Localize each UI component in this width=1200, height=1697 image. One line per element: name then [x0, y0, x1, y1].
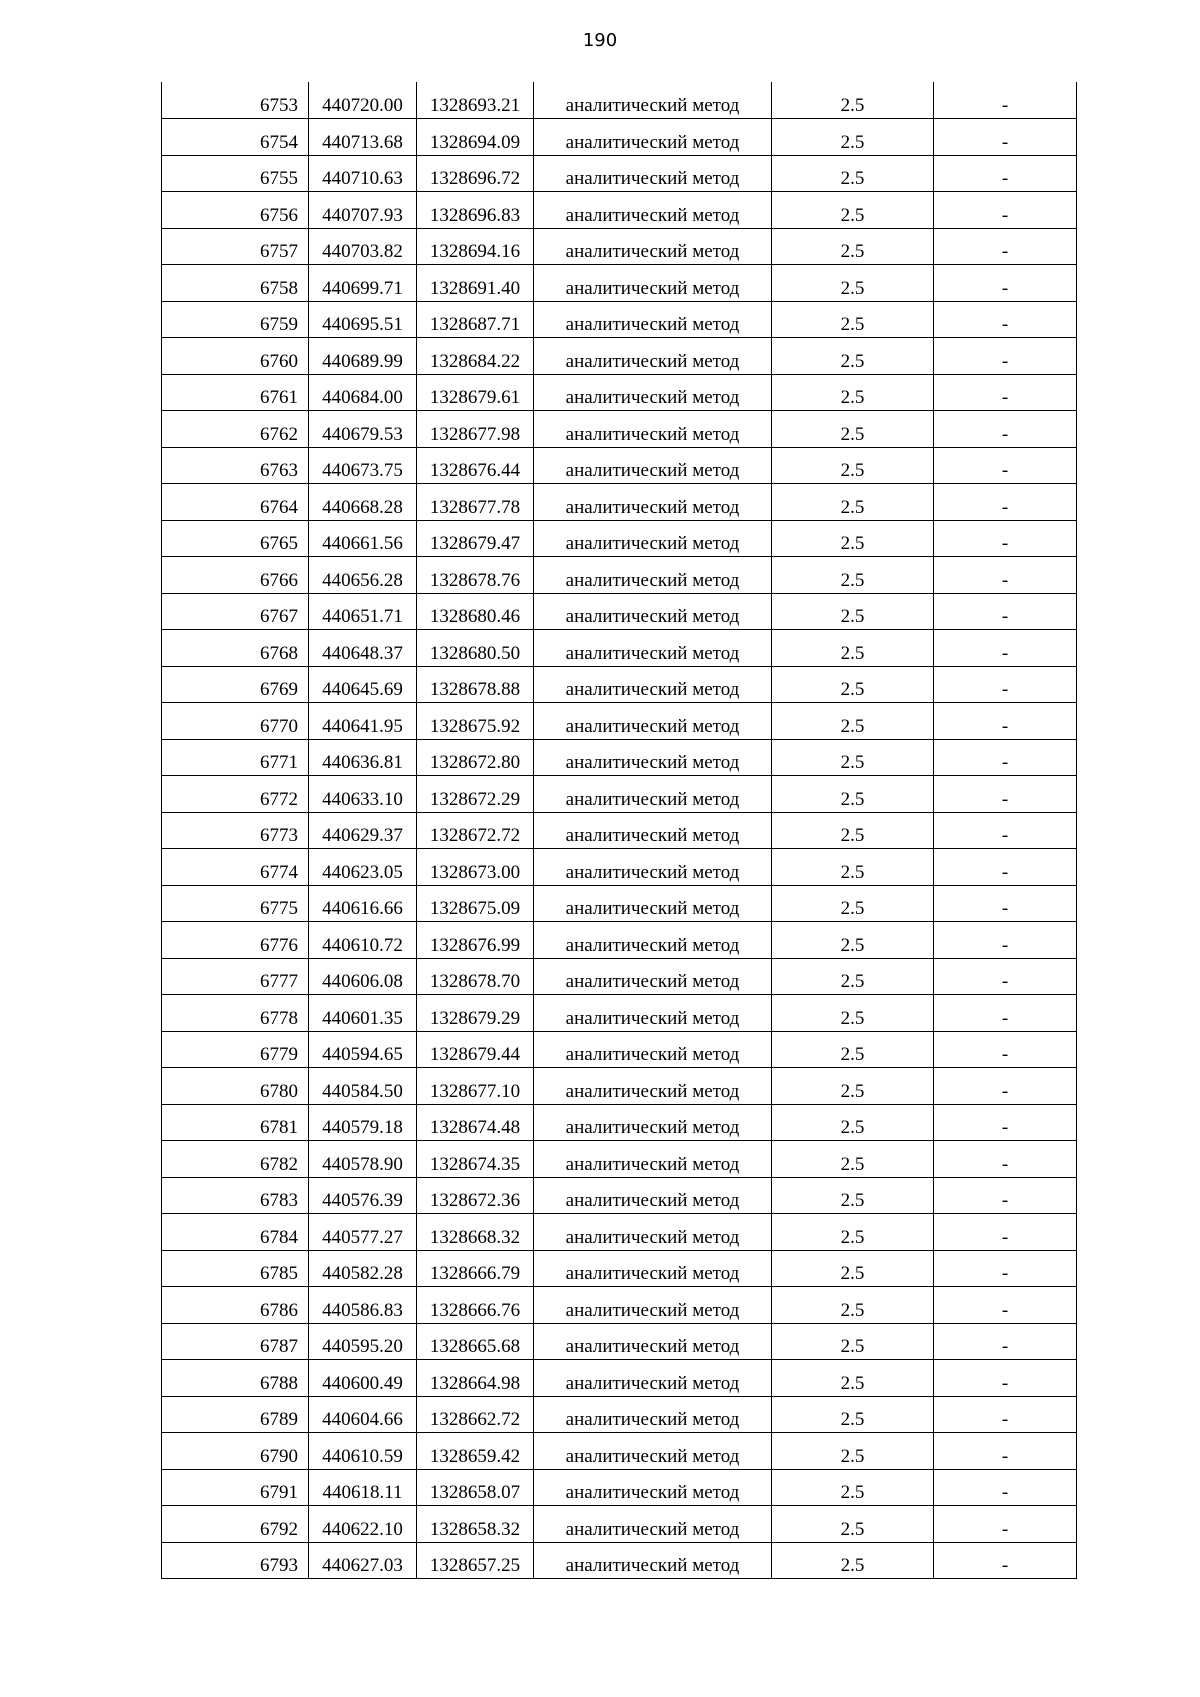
note-cell: - [934, 484, 1077, 521]
x-coordinate-cell: 440707.93 [309, 192, 417, 229]
point-number-cell: 6771 [162, 739, 309, 776]
note-cell: - [934, 849, 1077, 886]
y-coordinate-cell: 1328672.29 [417, 776, 534, 813]
method-cell: аналитический метод [534, 995, 772, 1032]
point-number-cell: 6781 [162, 1104, 309, 1141]
accuracy-cell: 2.5 [772, 812, 934, 849]
y-coordinate-cell: 1328665.68 [417, 1323, 534, 1360]
accuracy-cell: 2.5 [772, 1287, 934, 1324]
x-coordinate-cell: 440584.50 [309, 1068, 417, 1105]
note-cell: - [934, 119, 1077, 156]
x-coordinate-cell: 440606.08 [309, 958, 417, 995]
method-cell: аналитический метод [534, 192, 772, 229]
method-cell: аналитический метод [534, 265, 772, 302]
note-cell: - [934, 995, 1077, 1032]
point-number-cell: 6774 [162, 849, 309, 886]
note-cell: - [934, 812, 1077, 849]
accuracy-cell: 2.5 [772, 557, 934, 594]
x-coordinate-cell: 440622.10 [309, 1506, 417, 1543]
x-coordinate-cell: 440582.28 [309, 1250, 417, 1287]
y-coordinate-cell: 1328677.10 [417, 1068, 534, 1105]
note-cell: - [934, 922, 1077, 959]
note-cell: - [934, 228, 1077, 265]
method-cell: аналитический метод [534, 1068, 772, 1105]
table-row [162, 411, 1077, 448]
table-row [162, 885, 1077, 922]
accuracy-cell: 2.5 [772, 703, 934, 740]
method-cell: аналитический метод [534, 593, 772, 630]
point-number-cell: 6762 [162, 411, 309, 448]
x-coordinate-cell: 440577.27 [309, 1214, 417, 1251]
table-row [162, 703, 1077, 740]
point-number-cell: 6770 [162, 703, 309, 740]
x-coordinate-cell: 440695.51 [309, 301, 417, 338]
table-body [162, 82, 1077, 1579]
y-coordinate-cell: 1328664.98 [417, 1360, 534, 1397]
method-cell: аналитический метод [534, 1396, 772, 1433]
y-coordinate-cell: 1328675.09 [417, 885, 534, 922]
method-cell: аналитический метод [534, 1214, 772, 1251]
point-number-cell: 6764 [162, 484, 309, 521]
point-number-cell: 6756 [162, 192, 309, 229]
note-cell: - [934, 1141, 1077, 1178]
accuracy-cell: 2.5 [772, 1433, 934, 1470]
y-coordinate-cell: 1328666.76 [417, 1287, 534, 1324]
point-number-cell: 6773 [162, 812, 309, 849]
accuracy-cell: 2.5 [772, 192, 934, 229]
note-cell: - [934, 666, 1077, 703]
table-row [162, 520, 1077, 557]
table-row [162, 82, 1077, 119]
table-row [162, 593, 1077, 630]
x-coordinate-cell: 440645.69 [309, 666, 417, 703]
accuracy-cell: 2.5 [772, 447, 934, 484]
y-coordinate-cell: 1328674.35 [417, 1141, 534, 1178]
point-number-cell: 6785 [162, 1250, 309, 1287]
accuracy-cell: 2.5 [772, 301, 934, 338]
method-cell: аналитический метод [534, 1031, 772, 1068]
table-row [162, 338, 1077, 375]
accuracy-cell: 2.5 [772, 1214, 934, 1251]
point-number-cell: 6777 [162, 958, 309, 995]
x-coordinate-cell: 440594.65 [309, 1031, 417, 1068]
method-cell: аналитический метод [534, 155, 772, 192]
method-cell: аналитический метод [534, 447, 772, 484]
y-coordinate-cell: 1328659.42 [417, 1433, 534, 1470]
y-coordinate-cell: 1328672.36 [417, 1177, 534, 1214]
note-cell: - [934, 1287, 1077, 1324]
x-coordinate-cell: 440673.75 [309, 447, 417, 484]
table-row [162, 630, 1077, 667]
method-cell: аналитический метод [534, 630, 772, 667]
note-cell: - [934, 703, 1077, 740]
point-number-cell: 6778 [162, 995, 309, 1032]
note-cell: - [934, 1177, 1077, 1214]
method-cell: аналитический метод [534, 82, 772, 119]
y-coordinate-cell: 1328675.92 [417, 703, 534, 740]
note-cell: - [934, 1323, 1077, 1360]
accuracy-cell: 2.5 [772, 155, 934, 192]
x-coordinate-cell: 440618.11 [309, 1469, 417, 1506]
accuracy-cell: 2.5 [772, 484, 934, 521]
accuracy-cell: 2.5 [772, 739, 934, 776]
x-coordinate-cell: 440636.81 [309, 739, 417, 776]
note-cell: - [934, 1396, 1077, 1433]
table-row [162, 557, 1077, 594]
method-cell: аналитический метод [534, 812, 772, 849]
table-row [162, 1433, 1077, 1470]
accuracy-cell: 2.5 [772, 520, 934, 557]
y-coordinate-cell: 1328658.07 [417, 1469, 534, 1506]
coordinates-table [161, 82, 1077, 1579]
x-coordinate-cell: 440586.83 [309, 1287, 417, 1324]
point-number-cell: 6757 [162, 228, 309, 265]
note-cell: - [934, 520, 1077, 557]
point-number-cell: 6783 [162, 1177, 309, 1214]
note-cell: - [934, 1433, 1077, 1470]
method-cell: аналитический метод [534, 1250, 772, 1287]
x-coordinate-cell: 440578.90 [309, 1141, 417, 1178]
method-cell: аналитический метод [534, 1469, 772, 1506]
method-cell: аналитический метод [534, 557, 772, 594]
note-cell: - [934, 1104, 1077, 1141]
note-cell: - [934, 593, 1077, 630]
method-cell: аналитический метод [534, 119, 772, 156]
accuracy-cell: 2.5 [772, 1396, 934, 1433]
note-cell: - [934, 447, 1077, 484]
method-cell: аналитический метод [534, 1433, 772, 1470]
accuracy-cell: 2.5 [772, 1141, 934, 1178]
accuracy-cell: 2.5 [772, 630, 934, 667]
accuracy-cell: 2.5 [772, 593, 934, 630]
y-coordinate-cell: 1328694.16 [417, 228, 534, 265]
y-coordinate-cell: 1328691.40 [417, 265, 534, 302]
accuracy-cell: 2.5 [772, 1323, 934, 1360]
x-coordinate-cell: 440656.28 [309, 557, 417, 594]
y-coordinate-cell: 1328673.00 [417, 849, 534, 886]
x-coordinate-cell: 440679.53 [309, 411, 417, 448]
method-cell: аналитический метод [534, 1104, 772, 1141]
accuracy-cell: 2.5 [772, 849, 934, 886]
note-cell: - [934, 557, 1077, 594]
table-row [162, 447, 1077, 484]
x-coordinate-cell: 440600.49 [309, 1360, 417, 1397]
x-coordinate-cell: 440627.03 [309, 1542, 417, 1579]
accuracy-cell: 2.5 [772, 1177, 934, 1214]
y-coordinate-cell: 1328678.88 [417, 666, 534, 703]
point-number-cell: 6761 [162, 374, 309, 411]
table-row [162, 1177, 1077, 1214]
point-number-cell: 6780 [162, 1068, 309, 1105]
method-cell: аналитический метод [534, 666, 772, 703]
point-number-cell: 6765 [162, 520, 309, 557]
table-row [162, 484, 1077, 521]
y-coordinate-cell: 1328678.70 [417, 958, 534, 995]
method-cell: аналитический метод [534, 1177, 772, 1214]
y-coordinate-cell: 1328676.44 [417, 447, 534, 484]
point-number-cell: 6793 [162, 1542, 309, 1579]
x-coordinate-cell: 440703.82 [309, 228, 417, 265]
table-row [162, 374, 1077, 411]
point-number-cell: 6768 [162, 630, 309, 667]
method-cell: аналитический метод [534, 484, 772, 521]
table-row [162, 995, 1077, 1032]
y-coordinate-cell: 1328677.78 [417, 484, 534, 521]
x-coordinate-cell: 440601.35 [309, 995, 417, 1032]
point-number-cell: 6758 [162, 265, 309, 302]
table-row [162, 812, 1077, 849]
y-coordinate-cell: 1328662.72 [417, 1396, 534, 1433]
page-number: 190 [582, 30, 618, 51]
note-cell: - [934, 374, 1077, 411]
method-cell: аналитический метод [534, 520, 772, 557]
point-number-cell: 6787 [162, 1323, 309, 1360]
note-cell: - [934, 776, 1077, 813]
x-coordinate-cell: 440699.71 [309, 265, 417, 302]
y-coordinate-cell: 1328696.72 [417, 155, 534, 192]
note-cell: - [934, 155, 1077, 192]
point-number-cell: 6769 [162, 666, 309, 703]
x-coordinate-cell: 440641.95 [309, 703, 417, 740]
point-number-cell: 6755 [162, 155, 309, 192]
y-coordinate-cell: 1328679.47 [417, 520, 534, 557]
x-coordinate-cell: 440710.63 [309, 155, 417, 192]
y-coordinate-cell: 1328678.76 [417, 557, 534, 594]
point-number-cell: 6791 [162, 1469, 309, 1506]
accuracy-cell: 2.5 [772, 1250, 934, 1287]
table-row [162, 1323, 1077, 1360]
table-row [162, 1542, 1077, 1579]
x-coordinate-cell: 440579.18 [309, 1104, 417, 1141]
point-number-cell: 6790 [162, 1433, 309, 1470]
point-number-cell: 6788 [162, 1360, 309, 1397]
point-number-cell: 6753 [162, 82, 309, 119]
accuracy-cell: 2.5 [772, 265, 934, 302]
note-cell: - [934, 1214, 1077, 1251]
y-coordinate-cell: 1328666.79 [417, 1250, 534, 1287]
note-cell: - [934, 1469, 1077, 1506]
x-coordinate-cell: 440668.28 [309, 484, 417, 521]
table-row [162, 1214, 1077, 1251]
x-coordinate-cell: 440604.66 [309, 1396, 417, 1433]
accuracy-cell: 2.5 [772, 374, 934, 411]
accuracy-cell: 2.5 [772, 82, 934, 119]
x-coordinate-cell: 440651.71 [309, 593, 417, 630]
point-number-cell: 6766 [162, 557, 309, 594]
note-cell: - [934, 301, 1077, 338]
x-coordinate-cell: 440633.10 [309, 776, 417, 813]
point-number-cell: 6754 [162, 119, 309, 156]
note-cell: - [934, 1360, 1077, 1397]
accuracy-cell: 2.5 [772, 666, 934, 703]
x-coordinate-cell: 440623.05 [309, 849, 417, 886]
table-row [162, 192, 1077, 229]
point-number-cell: 6760 [162, 338, 309, 375]
accuracy-cell: 2.5 [772, 922, 934, 959]
point-number-cell: 6763 [162, 447, 309, 484]
note-cell: - [934, 958, 1077, 995]
method-cell: аналитический метод [534, 849, 772, 886]
x-coordinate-cell: 440648.37 [309, 630, 417, 667]
note-cell: - [934, 739, 1077, 776]
point-number-cell: 6792 [162, 1506, 309, 1543]
accuracy-cell: 2.5 [772, 411, 934, 448]
y-coordinate-cell: 1328694.09 [417, 119, 534, 156]
table-row [162, 1250, 1077, 1287]
accuracy-cell: 2.5 [772, 958, 934, 995]
note-cell: - [934, 1068, 1077, 1105]
note-cell: - [934, 1250, 1077, 1287]
method-cell: аналитический метод [534, 338, 772, 375]
table-row [162, 301, 1077, 338]
point-number-cell: 6759 [162, 301, 309, 338]
note-cell: - [934, 265, 1077, 302]
x-coordinate-cell: 440689.99 [309, 338, 417, 375]
point-number-cell: 6775 [162, 885, 309, 922]
y-coordinate-cell: 1328693.21 [417, 82, 534, 119]
note-cell: - [934, 1506, 1077, 1543]
note-cell: - [934, 82, 1077, 119]
accuracy-cell: 2.5 [772, 1542, 934, 1579]
y-coordinate-cell: 1328672.72 [417, 812, 534, 849]
y-coordinate-cell: 1328676.99 [417, 922, 534, 959]
accuracy-cell: 2.5 [772, 995, 934, 1032]
y-coordinate-cell: 1328657.25 [417, 1542, 534, 1579]
x-coordinate-cell: 440616.66 [309, 885, 417, 922]
x-coordinate-cell: 440610.59 [309, 1433, 417, 1470]
table-row [162, 666, 1077, 703]
y-coordinate-cell: 1328668.32 [417, 1214, 534, 1251]
y-coordinate-cell: 1328696.83 [417, 192, 534, 229]
table-row [162, 1360, 1077, 1397]
note-cell: - [934, 885, 1077, 922]
point-number-cell: 6772 [162, 776, 309, 813]
point-number-cell: 6767 [162, 593, 309, 630]
accuracy-cell: 2.5 [772, 776, 934, 813]
method-cell: аналитический метод [534, 228, 772, 265]
x-coordinate-cell: 440661.56 [309, 520, 417, 557]
x-coordinate-cell: 440610.72 [309, 922, 417, 959]
accuracy-cell: 2.5 [772, 228, 934, 265]
table-row [162, 1396, 1077, 1433]
method-cell: аналитический метод [534, 301, 772, 338]
accuracy-cell: 2.5 [772, 1360, 934, 1397]
y-coordinate-cell: 1328680.50 [417, 630, 534, 667]
note-cell: - [934, 411, 1077, 448]
table-row [162, 1469, 1077, 1506]
x-coordinate-cell: 440684.00 [309, 374, 417, 411]
point-number-cell: 6782 [162, 1141, 309, 1178]
method-cell: аналитический метод [534, 703, 772, 740]
point-number-cell: 6776 [162, 922, 309, 959]
table-row [162, 849, 1077, 886]
x-coordinate-cell: 440629.37 [309, 812, 417, 849]
x-coordinate-cell: 440576.39 [309, 1177, 417, 1214]
method-cell: аналитический метод [534, 1542, 772, 1579]
x-coordinate-cell: 440720.00 [309, 82, 417, 119]
y-coordinate-cell: 1328687.71 [417, 301, 534, 338]
y-coordinate-cell: 1328677.98 [417, 411, 534, 448]
method-cell: аналитический метод [534, 922, 772, 959]
table-row [162, 1104, 1077, 1141]
table-row [162, 1031, 1077, 1068]
note-cell: - [934, 1031, 1077, 1068]
point-number-cell: 6784 [162, 1214, 309, 1251]
accuracy-cell: 2.5 [772, 338, 934, 375]
table-row [162, 1506, 1077, 1543]
table-row [162, 958, 1077, 995]
y-coordinate-cell: 1328680.46 [417, 593, 534, 630]
accuracy-cell: 2.5 [772, 1031, 934, 1068]
method-cell: аналитический метод [534, 1287, 772, 1324]
table-row [162, 228, 1077, 265]
y-coordinate-cell: 1328658.32 [417, 1506, 534, 1543]
y-coordinate-cell: 1328679.61 [417, 374, 534, 411]
accuracy-cell: 2.5 [772, 1469, 934, 1506]
table-row [162, 1141, 1077, 1178]
x-coordinate-cell: 440595.20 [309, 1323, 417, 1360]
y-coordinate-cell: 1328672.80 [417, 739, 534, 776]
table-row [162, 922, 1077, 959]
y-coordinate-cell: 1328684.22 [417, 338, 534, 375]
x-coordinate-cell: 440713.68 [309, 119, 417, 156]
point-number-cell: 6789 [162, 1396, 309, 1433]
table-row [162, 265, 1077, 302]
method-cell: аналитический метод [534, 411, 772, 448]
point-number-cell: 6786 [162, 1287, 309, 1324]
accuracy-cell: 2.5 [772, 1506, 934, 1543]
accuracy-cell: 2.5 [772, 1104, 934, 1141]
method-cell: аналитический метод [534, 739, 772, 776]
method-cell: аналитический метод [534, 1141, 772, 1178]
accuracy-cell: 2.5 [772, 1068, 934, 1105]
table-row [162, 739, 1077, 776]
table-row [162, 155, 1077, 192]
accuracy-cell: 2.5 [772, 119, 934, 156]
method-cell: аналитический метод [534, 1360, 772, 1397]
point-number-cell: 6779 [162, 1031, 309, 1068]
method-cell: аналитический метод [534, 885, 772, 922]
note-cell: - [934, 1542, 1077, 1579]
note-cell: - [934, 630, 1077, 667]
y-coordinate-cell: 1328674.48 [417, 1104, 534, 1141]
accuracy-cell: 2.5 [772, 885, 934, 922]
method-cell: аналитический метод [534, 374, 772, 411]
y-coordinate-cell: 1328679.29 [417, 995, 534, 1032]
table-row [162, 776, 1077, 813]
method-cell: аналитический метод [534, 1323, 772, 1360]
y-coordinate-cell: 1328679.44 [417, 1031, 534, 1068]
note-cell: - [934, 338, 1077, 375]
method-cell: аналитический метод [534, 776, 772, 813]
note-cell: - [934, 192, 1077, 229]
table-row [162, 1287, 1077, 1324]
method-cell: аналитический метод [534, 1506, 772, 1543]
method-cell: аналитический метод [534, 958, 772, 995]
table-row [162, 1068, 1077, 1105]
table-row [162, 119, 1077, 156]
